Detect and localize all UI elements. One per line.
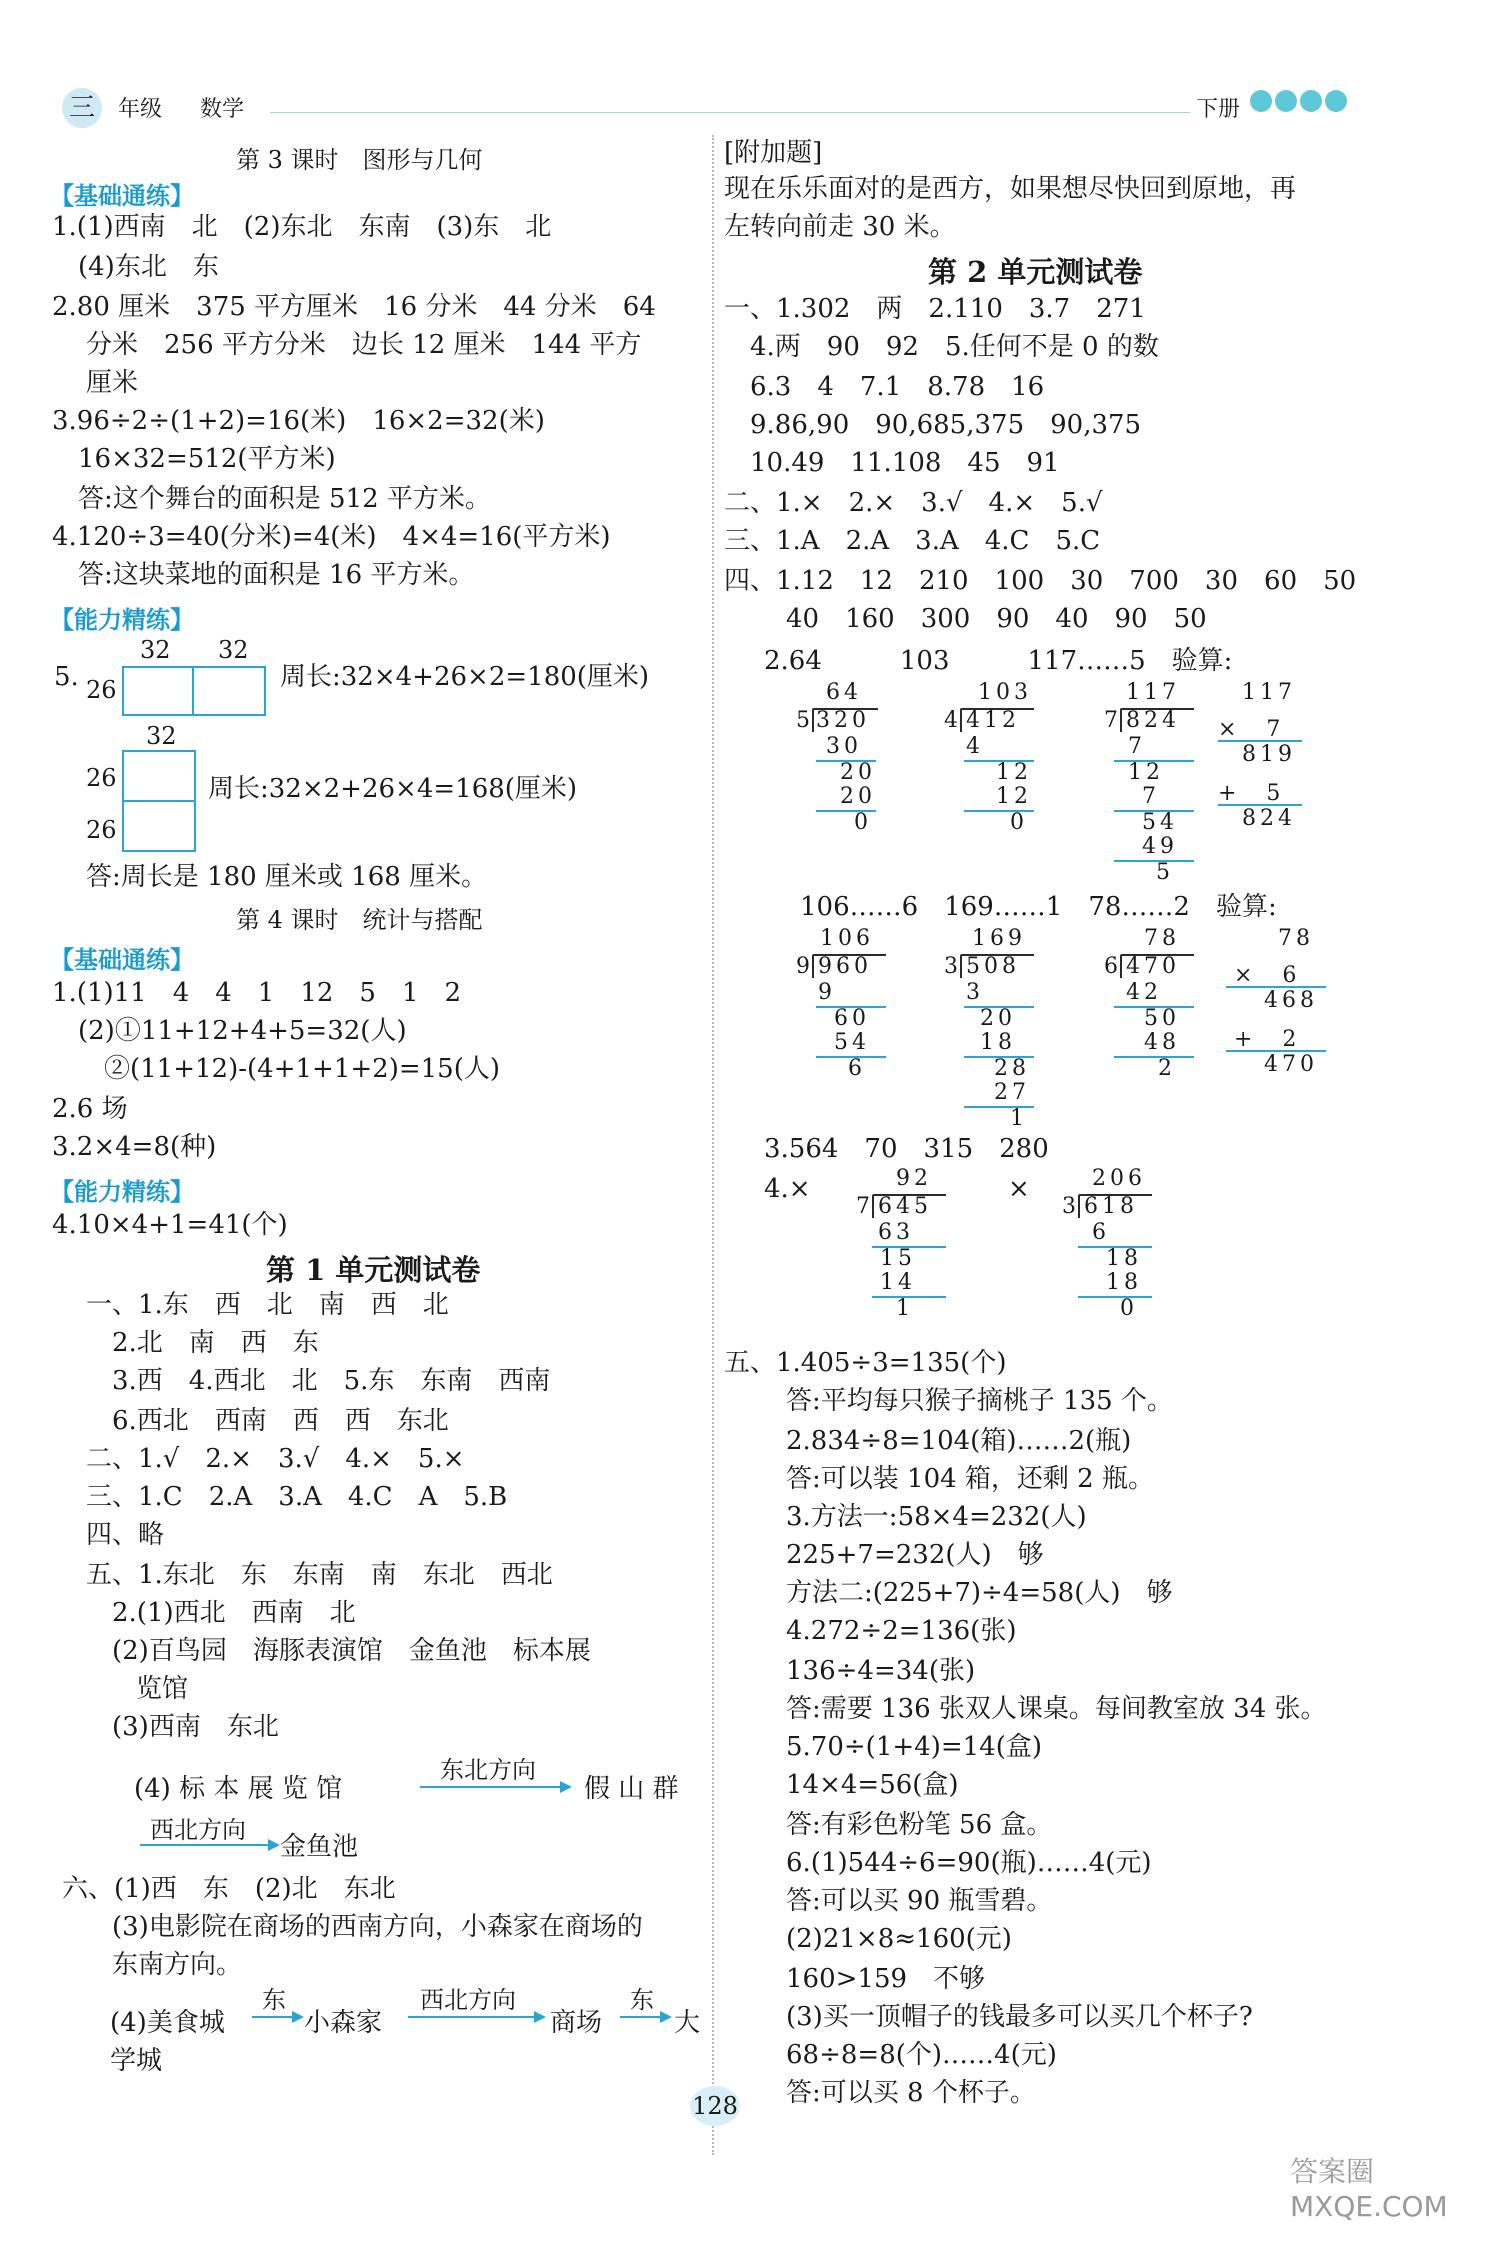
divisor: 9 (796, 954, 810, 979)
answer-line: 3.96÷2÷(1+2)=16(米) 16×2=32(米) (52, 406, 545, 436)
dividend: 960 (818, 954, 872, 979)
answer-line: 五、1.东北 东 东南 南 东北 西北 (86, 1560, 553, 1590)
division-step: 3 (966, 980, 984, 1005)
basic-badge: 【基础通练】 (50, 182, 194, 210)
answer-line: 答:需要 136 张双人课桌。每间教室放 34 张。 (760, 1694, 1327, 1724)
verification (1218, 680, 1318, 840)
grade-label: 年级 (118, 97, 163, 122)
long-division (1104, 926, 1204, 1086)
answer-line: (2)①11+12+4+5=32(人) (52, 1016, 407, 1046)
divisor: 4 (944, 708, 958, 733)
arrow-icon (420, 1786, 570, 1788)
dot-icon (1325, 90, 1347, 112)
answer-line: 一、1.东 西 北 南 西 北 (86, 1290, 449, 1320)
answer-line: 四、略 (86, 1520, 165, 1550)
route-node: 商场 (550, 2008, 603, 2038)
answer-line: 答:有彩色粉笔 56 盒。 (760, 1810, 1053, 1840)
answer-line: 左转向前走 30 米。 (724, 212, 956, 242)
answer-line: (2)百鸟园 海豚表演馆 金鱼池 标本展 (86, 1636, 591, 1666)
route-end: 假 山 群 (584, 1774, 679, 1804)
division-step: 27 (994, 1080, 1030, 1105)
subject-label: 数学 (200, 97, 245, 122)
answer-line: 16×32=512(平方米) (52, 444, 336, 474)
answer-line: 2.80 厘米 375 平方厘米 16 分米 44 分米 64 (52, 292, 656, 322)
answer-line: 答:周长是 180 厘米或 168 厘米。 (86, 862, 488, 892)
ability-badge: 【能力精练】 (50, 606, 194, 634)
verify-row: 819 (1242, 742, 1296, 767)
answer-line: 二、1.√ 2.× 3.√ 4.× 5.× (86, 1444, 465, 1474)
verification (1226, 926, 1336, 1086)
basic-badge: 【基础通练】 (50, 946, 194, 974)
quotient: 106 (820, 926, 874, 951)
verify-row: × 7 (1218, 717, 1285, 742)
answer-line: 6.西北 西南 西 西 东北 (86, 1406, 449, 1436)
answer-line: 东南方向。 (86, 1950, 243, 1980)
answer-line: 160>159 不够 (760, 1964, 986, 1994)
answer-line: 现在乐乐面对的是西方，如果想尽快回到原地，再 (724, 174, 1297, 204)
quotient: 117 (1126, 680, 1180, 705)
dividend: 320 (816, 708, 870, 733)
answer-line: 答:平均每只猴子摘桃子 135 个。 (760, 1386, 1173, 1416)
division-step: 20 (840, 760, 876, 785)
divisor: 7 (1104, 708, 1118, 733)
arrow-icon (252, 2016, 302, 2018)
answer-line: 2.6 场 (52, 1094, 128, 1124)
answer-line: 分米 256 平方分米 边长 12 厘米 144 平方 (86, 330, 642, 360)
answer-line: 答:可以买 8 个杯子。 (760, 2078, 1036, 2108)
answer-line: (2)21×8≈160(元) (760, 1924, 1012, 1954)
dividend: 824 (1126, 708, 1180, 733)
dividend: 618 (1084, 1194, 1138, 1219)
verify-row: × 6 (1234, 963, 1301, 988)
answer-line: 六、(1)西 东 (2)北 东北 (62, 1874, 396, 1904)
verify-row: + 5 (1218, 781, 1285, 806)
perimeter-line: 周长:32×4+26×2=180(厘米) (280, 662, 650, 692)
answer-line: 2.(1)西北 西南 北 (86, 1598, 356, 1628)
long-division (1104, 680, 1204, 890)
extra-title: [附加题] (724, 138, 823, 168)
division-step: 12 (1128, 760, 1164, 785)
dividend: 508 (966, 954, 1020, 979)
ability-badge: 【能力精练】 (50, 1178, 194, 1206)
fig-top-label: 32 (146, 722, 177, 750)
answer-line: 四、1.12 12 210 100 30 700 30 60 50 (724, 566, 1357, 596)
dot-icon (1250, 90, 1272, 112)
answer-line: (3)买一顶帽子的钱最多可以买几个杯子? (760, 2002, 1253, 2032)
fig-top-label: 32 (140, 636, 171, 664)
answer-line: ②(11+12)-(4+1+1+2)=15(人) (52, 1054, 500, 1084)
rectangle-shape (122, 750, 196, 802)
answer-line: 2.北 南 西 东 (86, 1328, 319, 1358)
rectangle-shape (192, 666, 266, 716)
lesson3-title: 第 3 课时 图形与几何 (236, 146, 483, 174)
answer-line: 答:这块菜地的面积是 16 平方米。 (52, 560, 475, 590)
route-node: 大 (674, 2008, 701, 2038)
division-step: 30 (826, 734, 862, 759)
division-step: 0 (1010, 810, 1028, 835)
answer-line: 3.2×4=8(种) (52, 1132, 217, 1162)
answer-line: × (1008, 1174, 1030, 1204)
verify-row: + 2 (1234, 1027, 1301, 1052)
division-step: 18 (1106, 1270, 1142, 1295)
fig-side-label: 26 (86, 676, 117, 704)
fig-side-label: 26 (86, 764, 117, 792)
verify-row: 117 (1242, 680, 1296, 705)
division-step: 12 (996, 784, 1032, 809)
division-step: 7 (1142, 784, 1160, 809)
answer-line: 4.272÷2=136(张) (760, 1616, 1017, 1646)
division-bracket (1078, 1194, 1080, 1218)
arrow-icon (408, 2016, 544, 2018)
dividend: 412 (966, 708, 1020, 733)
division-step: 9 (818, 980, 836, 1005)
header-dots (1250, 90, 1347, 112)
step-line (1114, 860, 1194, 862)
division-step: 6 (1092, 1220, 1110, 1245)
fig-top-label: 32 (218, 636, 249, 664)
answer-line: 3.西 4.西北 北 5.东 东南 西南 (86, 1366, 551, 1396)
division-bracket (1120, 954, 1122, 978)
answer-line: 4.10×4+1=41(个) (52, 1210, 288, 1240)
quotient: 206 (1092, 1166, 1146, 1191)
q5-label: 5. (54, 662, 79, 692)
arrow-label: 东 (262, 1986, 286, 2014)
answer-line: 40 160 300 90 40 90 50 (760, 604, 1207, 634)
header-rule (270, 112, 1190, 113)
dot-icon (1300, 90, 1322, 112)
dividend: 645 (878, 1194, 932, 1219)
answer-line: (3)西南 东北 (86, 1712, 279, 1742)
answer-line: 136÷4=34(张) (760, 1656, 976, 1686)
division-bracket (872, 1194, 874, 1218)
division-step: 15 (880, 1246, 916, 1271)
arrow-icon (140, 1844, 278, 1846)
divisor: 5 (796, 708, 810, 733)
division-step: 28 (994, 1056, 1030, 1081)
division-bracket (1120, 708, 1122, 732)
step-line (1114, 1056, 1194, 1058)
answer-line: 1.(1)11 4 4 1 12 5 1 2 (52, 978, 462, 1008)
division-bracket (812, 708, 814, 732)
division-step: 49 (1142, 834, 1178, 859)
quotient: 78 (1144, 926, 1180, 951)
answer-line: 5.70÷(1+4)=14(盒) (760, 1732, 1042, 1762)
answer-line: 9.86,90 90,685,375 90,375 (724, 410, 1142, 440)
answer-line: 3.方法一:58×4=232(人) (760, 1502, 1087, 1532)
long-division (796, 926, 896, 1086)
dot-icon (1275, 90, 1297, 112)
answer-line: 3.564 70 315 280 (764, 1134, 1049, 1164)
answer-line: 三、1.A 2.A 3.A 4.C 5.C (724, 526, 1101, 556)
answer-line: 厘米 (86, 368, 139, 398)
unit1-title: 第 1 单元测试卷 (266, 1253, 481, 1287)
quotient: 64 (826, 680, 862, 705)
division-step: 1 (1010, 1106, 1028, 1131)
answer-line: (4)东北 东 (52, 252, 219, 282)
fig-side-label: 26 (86, 816, 117, 844)
quotient: 92 (896, 1166, 932, 1191)
page-number: 128 (690, 2086, 740, 2126)
division-step: 7 (1128, 734, 1146, 759)
step-line (1078, 1296, 1152, 1298)
division-step: 48 (1144, 1030, 1180, 1055)
division-step: 20 (840, 784, 876, 809)
verify-row: 470 (1264, 1052, 1318, 1077)
perimeter-line: 周长:32×2+26×4=168(厘米) (208, 774, 578, 804)
answer-line: 方法二:(225+7)÷4=58(人) 够 (760, 1578, 1173, 1608)
answer-line: 2.64 103 117……5 验算: (764, 646, 1233, 676)
grade-circle: 三 (62, 88, 102, 128)
rectangle-shape (122, 666, 194, 716)
division-step: 42 (1126, 980, 1162, 1005)
long-division (944, 680, 1044, 840)
answer-line: 答:可以装 104 箱，还剩 2 瓶。 (760, 1464, 1154, 1494)
division-step: 18 (1106, 1246, 1142, 1271)
division-step: 54 (1142, 810, 1178, 835)
route-start: (4) 标 本 展 览 馆 (134, 1774, 343, 1804)
answer-line: 答:可以买 90 瓶雪碧。 (760, 1886, 1053, 1916)
arrow-label: 东北方向 (440, 1756, 536, 1784)
division-step: 5 (1156, 860, 1174, 885)
arrow-label: 西北方向 (420, 1986, 516, 2014)
divisor: 6 (1104, 954, 1118, 979)
quotient: 103 (978, 680, 1032, 705)
route-end: 金鱼池 (280, 1832, 359, 1862)
unit2-title: 第 2 单元测试卷 (928, 255, 1143, 289)
division-step: 2 (1158, 1056, 1176, 1081)
volume-label: 下册 (1196, 97, 1241, 122)
column-divider (712, 135, 714, 2155)
division-step: 54 (834, 1030, 870, 1055)
answer-line: 68÷8=8(个)……4(元) (760, 2040, 1057, 2070)
division-step: 50 (1144, 1006, 1180, 1031)
answer-line: 1.(1)西南 北 (2)东北 东南 (3)东 北 (52, 212, 552, 242)
route-node: 学城 (110, 2046, 163, 2076)
division-bracket (960, 954, 962, 978)
long-division (944, 926, 1044, 1136)
divisor: 3 (944, 954, 958, 979)
division-step: 0 (1120, 1296, 1138, 1321)
answer-line: 览馆 (110, 1674, 189, 1704)
long-division (1062, 1166, 1162, 1326)
answer-line: (3)电影院在商场的西南方向，小森家在商场的 (86, 1912, 643, 1942)
answer-line: 五、1.405÷3=135(个) (724, 1348, 1007, 1378)
quotient: 169 (972, 926, 1026, 951)
answer-line: 一、1.302 两 2.110 3.7 271 (724, 294, 1146, 324)
arrow-label: 东 (630, 1986, 654, 2014)
rectangle-shape (122, 800, 196, 852)
division-step: 0 (854, 810, 872, 835)
answer-line: 14×4=56(盒) (760, 1770, 959, 1800)
division-step: 60 (834, 1006, 870, 1031)
arrow-icon (620, 2016, 670, 2018)
answer-line: 6.3 4 7.1 8.78 16 (724, 372, 1045, 402)
division-step: 6 (848, 1056, 866, 1081)
divisor: 7 (856, 1194, 870, 1219)
verify-row: 468 (1264, 988, 1318, 1013)
answer-line: 10.49 11.108 45 91 (724, 448, 1060, 478)
long-division (796, 680, 886, 840)
dividend: 470 (1126, 954, 1180, 979)
division-step: 20 (980, 1006, 1016, 1031)
route-node: 小森家 (304, 2008, 383, 2038)
answer-line: 106……6 169……1 78……2 验算: (800, 892, 1277, 922)
division-bracket (960, 708, 962, 732)
route-node: (4)美食城 (110, 2008, 225, 2038)
division-step: 18 (980, 1030, 1016, 1055)
verify-row: 78 (1278, 926, 1314, 951)
answer-line: 6.(1)544÷6=90(瓶)……4(元) (760, 1848, 1152, 1878)
division-bracket (812, 954, 814, 978)
division-step: 1 (896, 1296, 914, 1321)
division-step: 14 (880, 1270, 916, 1295)
verify-row: 824 (1242, 806, 1296, 831)
watermark-logo: 答案圈 MXQE.COM (1290, 2155, 1448, 2223)
division-step: 63 (878, 1220, 914, 1245)
division-step: 4 (966, 734, 984, 759)
long-division (856, 1166, 956, 1326)
arrow-label: 西北方向 (150, 1816, 246, 1844)
answer-line: 答:这个舞台的面积是 512 平方米。 (52, 484, 491, 514)
answer-line: 4.× (764, 1174, 811, 1204)
answer-line: 2.834÷8=104(箱)……2(瓶) (760, 1426, 1132, 1456)
lesson4-title: 第 4 课时 统计与搭配 (236, 906, 483, 934)
divisor: 3 (1062, 1194, 1076, 1219)
answer-line: 三、1.C 2.A 3.A 4.C A 5.B (86, 1482, 508, 1512)
division-step: 12 (996, 760, 1032, 785)
answer-line: 225+7=232(人) 够 (760, 1540, 1044, 1570)
answer-line: 4.两 90 92 5.任何不是 0 的数 (724, 332, 1159, 362)
answer-line: 4.120÷3=40(分米)=4(米) 4×4=16(平方米) (52, 522, 611, 552)
page-header (0, 0, 1496, 130)
answer-line: 二、1.× 2.× 3.√ 4.× 5.√ (724, 488, 1103, 518)
